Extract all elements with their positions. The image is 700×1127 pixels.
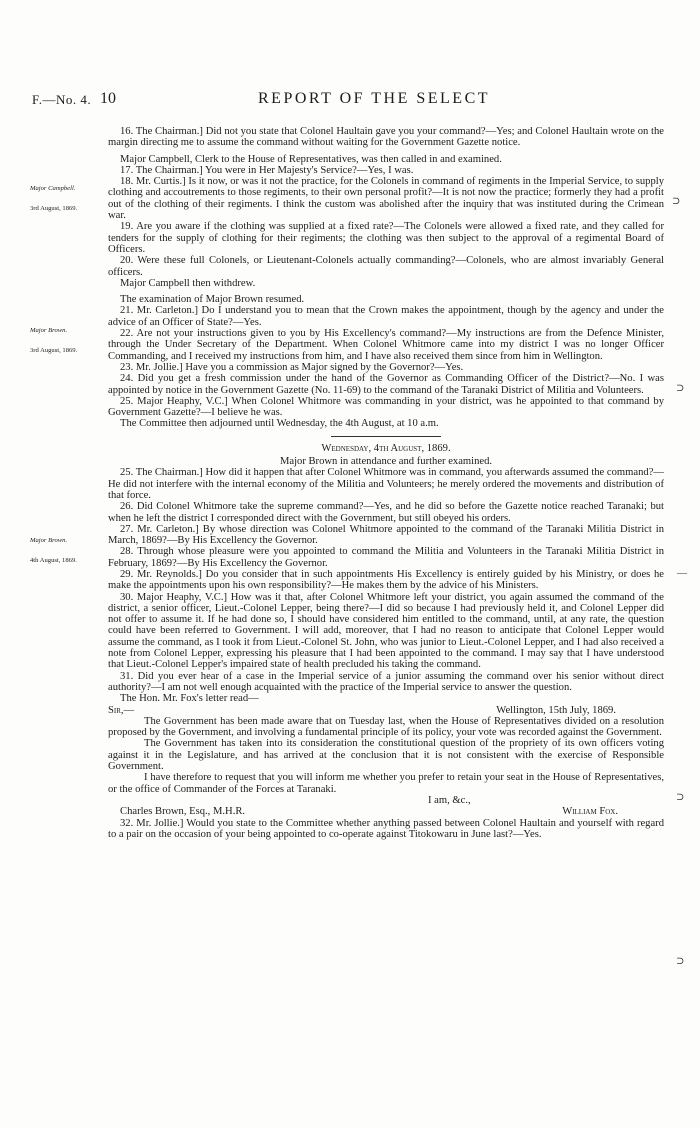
question-32: 32. Mr. Jollie.] Would you state to the Committee whether anything passed between Colonel Haultain and yourself with regard to a pair on the occasion of your being appointed to co-operate against Titokowaru in June last?—Yes. [108, 817, 664, 840]
margin-note-date: 4th August, 1869. [30, 557, 77, 564]
margin-mark: ⊃ [672, 196, 681, 207]
question-31: 31. Did you ever hear of a case in the Imperial service of a junior assuming the command over his senior without direct authority?—I am not well enough acquainted with the practice of the Imperial service to answer the question. [108, 670, 664, 693]
brown-attendance: Major Brown in attendance and further examined. [279, 456, 493, 468]
margin-note-name: Major Campbell. [30, 185, 76, 192]
margin-note-date: 3rd August, 1869. [30, 205, 78, 212]
date-heading: Wednesday, 4th August, 1869. [321, 442, 451, 454]
margin-note-name: Major Brown. [30, 537, 68, 544]
question-25a: 25. Major Heaphy, V.C.] When Colonel Whitmore was commanding in your district, was he appointed to that command by Government Gazette?—I believe he was. [108, 395, 664, 419]
question-25b: 25. The Chairman.] How did it happen that after Colonel Whitmore was in command, you afterwards assumed the command?—He did not interfere with the internal economy of the Militia and Volunteers; he merely ordered the movements and distribution of that force. [108, 467, 664, 501]
campbell-withdrew: Major Campbell then withdrew. [120, 277, 256, 289]
question-30: 30. Major Heaphy, V.C.] How was it that, after Colonel Whitmore left your district, you again assumed the command of the district, a senior officer, Lieut.-Colonel Lepper, being there?—I did so because I had previously held it, and Colonel Lepper did not offer to assume it. If he had done so, I should have considered him entitled to the command, until, at any rate, the question could have been referred to Government. I will add, moreover, that I had no reason to anticipate that Colonel Lepper would assume the command, as I took it from Lieut.-Colonel St. John, who was junior to Lieut.-Colonel Lepper, and I had also received a note from Colonel Lepper, expressing his pleasure that I had been appointed to the command. I may say that I have understood that Lieut.-Colonel Lepper's impaired state of health precluded his taking the command. [108, 591, 664, 671]
margin-mark: — [677, 568, 687, 579]
brown-resumed: The examination of Major Brown resumed. [120, 294, 305, 306]
page-number: 10 [100, 90, 116, 107]
margin-mark: ⊃ [676, 383, 685, 394]
question-20: 20. Were these full Colonels, or Lieutenant-Colonels actually commanding?—Colonels, who are almost invariably General officers. [108, 255, 664, 278]
question-16: 16. The Chairman.] Did not you state that Colonel Haultain gave you your command?—Yes; and Colonel Haultain wrote on the margin directing me to assume the command without waiting for the Government Gazette notice. [108, 126, 664, 149]
question-22: 22. Are not your instructions given to you by His Excellency's command?—My instructions are from the Defence Minister, through the Under Secretary of the Department. When Colonel Whitmore came into my district I was no longer Officer Commanding, and I received my instructions from him, and I have also received them since from him in Wellington. [108, 328, 664, 362]
margin-note-name: Major Brown. [30, 327, 68, 334]
margin-note-brown-2 [30, 536, 96, 566]
question-21: 21. Mr. Carleton.] Do I understand you to mean that the Crown makes the appointment, though by the agency and under the advice of an Officer of State?—Yes. [108, 305, 664, 328]
body-text [108, 126, 664, 840]
question-17: 17. The Chairman.] You were in Her Majesty's Service?—Yes, I was. [120, 164, 414, 176]
section-divider [331, 436, 441, 437]
margin-note-campbell [30, 184, 96, 214]
question-28: 28. Through whose pleasure were you appointed to command the Militia and Volunteers in the Taranaki Militia District in February, 1869?—By His Excellency the Governor. [108, 546, 664, 569]
letter-paragraph-2: The Government has taken into its consideration the constitutional question of the propriety of its own officers voting against it in the Legislature, and has arrived at the conclusion that it is not consistent with the exercise of Responsible Government. [108, 738, 664, 773]
question-29: 29. Mr. Reynolds.] Do you consider that in such appointments His Excellency is entirely guided by his Ministry, or does he make the appointments upon his own responsibility?—He makes them by the advice of his Ministers. [108, 568, 664, 592]
question-27: 27. Mr. Carleton.] By whose direction was Colonel Whitmore appointed to the command of the Taranaki Militia District in March, 1869?—By His Excellency the Governor. [108, 523, 664, 547]
letter-paragraph-3: I have therefore to request that you will inform me whether you prefer to retain your seat in the House of Representatives, or the office of Commander of the Forces at Taranaki. [108, 772, 664, 795]
question-23: 23. Mr. Jollie.] Have you a commission as Major signed by the Governor?—Yes. [120, 361, 464, 373]
letter-signatory: William Fox. [562, 806, 618, 818]
margin-note-brown-1 [30, 326, 96, 356]
margin-mark: ⊃ [676, 956, 685, 967]
letter-closing: I am, &c., [428, 794, 471, 806]
adjournment-note: The Committee then adjourned until Wednesday, the 4th August, at 10 a.m. [120, 418, 439, 430]
margin-mark: ⊃ [676, 792, 685, 803]
question-24: 24. Did you get a fresh commission under the hand of the Governor as Commanding Officer of the District?—No. I was appointed by notice in the Government Gazette (No. 11-69) to the command of the Taranaki District of Militia and Volunteers. [108, 373, 664, 396]
letter-addressee: Charles Brown, Esq., M.H.R. [120, 806, 246, 818]
letter-salutation-line [108, 705, 664, 716]
letter-paragraph-1: The Government has been made aware that on Tuesday last, when the House of Representatives divided on a resolution proposed by the Government, and involving a fundamental principle of its policy, your vote was recorded against the Government. [108, 715, 664, 739]
page-header [0, 92, 700, 110]
margin-note-date: 3rd August, 1869. [30, 347, 78, 354]
question-19: 19. Are you aware if the clothing was supplied at a fixed rate?—The Colonels were allowed a fixed rate, and they called for tenders for the supply of clothing for their regiments; the clothing was then subject to the approval of a regimental Board of Officers. [108, 221, 664, 255]
letter-salutation: Sir,— [108, 704, 135, 716]
fox-letter-intro: The Hon. Mr. Fox's letter read— [120, 693, 259, 705]
running-title: REPORT OF THE SELECT [258, 90, 491, 107]
letter-addressee-line [108, 806, 664, 817]
campbell-called: Major Campbell, Clerk to the House of Representatives, was then called in and examined. [120, 153, 502, 165]
question-18: 18. Mr. Curtis.] Is it now, or was it not the practice, for the Colonels in command of regiments in the Imperial Service, to supply clothing and accoutrements to those regiments, to their own personal profit?—It is not now the practice; formerly they had a profit out of the clothing of their regiments. I think the custom was abolished after the inquiry that was instituted during the Crimean war. [108, 176, 664, 222]
letter-place-date: Wellington, 15th July, 1869. [496, 704, 616, 716]
document-reference: F.—No. 4. [32, 92, 92, 107]
question-26: 26. Did Colonel Whitmore take the supreme command?—Yes, and he did so before the Gazette notice reached Taranaki; but when he left the district I corresponded direct with the Government, but still obeyed his orders. [108, 501, 664, 524]
